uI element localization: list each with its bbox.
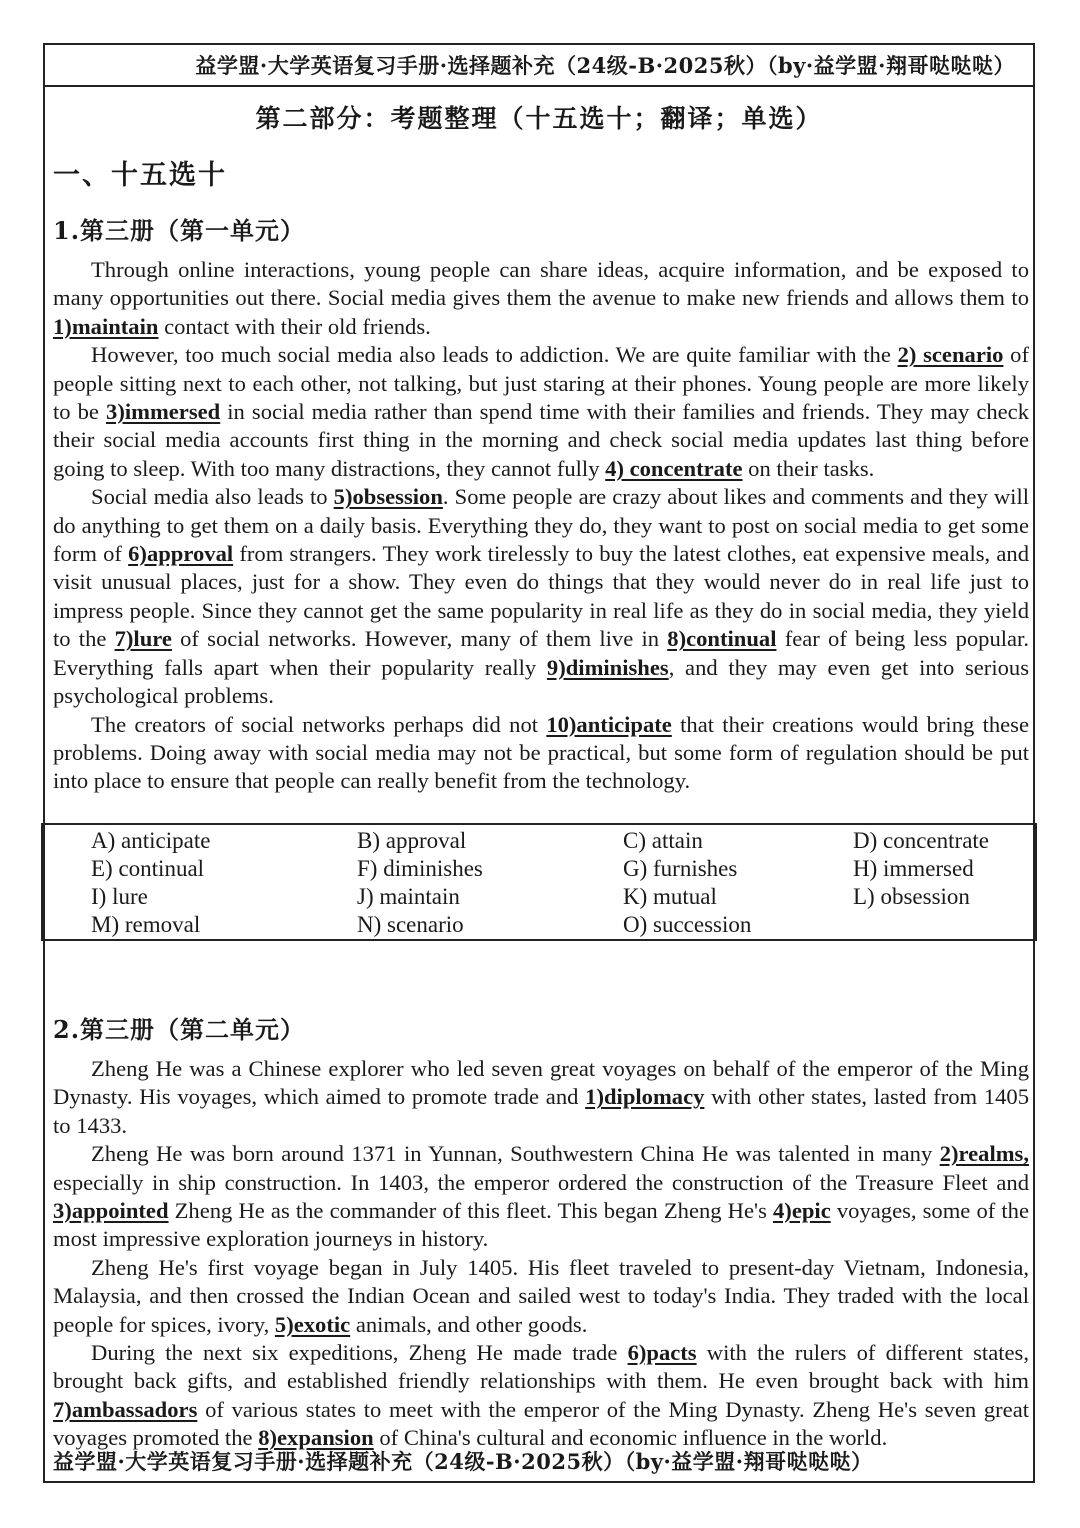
paragraph — [53, 256, 1029, 341]
answer-blank: 2)realms, — [939, 1141, 1029, 1167]
text-run: animals, and other goods. — [350, 1311, 588, 1337]
option-item: M) removal — [91, 912, 201, 937]
option-item: A) anticipate — [91, 828, 211, 853]
unit1-title: 1.第三册（第一单元） — [53, 216, 306, 245]
answer-blank: 5)exotic — [274, 1311, 351, 1337]
option-item: B) approval — [357, 828, 467, 853]
text-run: The creators of social networks perhaps did not — [91, 711, 547, 737]
text-run: on their tasks. — [742, 455, 875, 481]
answer-blank: 8)continual — [667, 626, 777, 652]
options-box — [41, 823, 1037, 941]
text-run: However, too much social media also leads to addiction. We are quite familiar with the — [91, 342, 898, 368]
text-run: of various states to meet with the emperor of the Ming Dynasty. Zheng He's seven great voyages promoted the — [53, 1396, 1029, 1451]
paragraph — [53, 1140, 1029, 1254]
option-item: H) immersed — [853, 856, 974, 881]
option-item: K) mutual — [623, 884, 717, 909]
text-run: that their creations would bring these problems. Doing away with social media may not be practical, but some form of regulation should be put into place to ensure that people can really benefit from the technology. — [53, 711, 1030, 794]
section-title: 一、十五选十 — [53, 160, 227, 191]
text-run: in social media rather than spend time with their families and friends. They may check their social media accounts first thing in the morning and check social media updates last thing before going to sleep. With too many distractions, they cannot fully — [53, 399, 1029, 481]
answer-blank: 9)diminishes — [546, 654, 669, 680]
option-item: I) lure — [91, 884, 148, 909]
part-title: 第二部分：考题整理（十五选十；翻译；单选） — [255, 104, 823, 133]
unit2-passage — [53, 1055, 1029, 1453]
page-frame — [43, 43, 1035, 1483]
text-run: During the next six expeditions, Zheng He made trade — [91, 1340, 628, 1366]
page-footer: 益学盟·大学英语复习手册·选择题补充（24级-B·2025秋）（by·益学盟·翔哥哒哒哒） — [53, 1449, 873, 1474]
text-run: of people sitting next to each other, not talking, but just staring at their phones. Young people are more likely to be — [53, 342, 1029, 425]
answer-blank: 8)expansion — [258, 1425, 374, 1451]
text-run: of China's cultural and economic influence in the world. — [373, 1425, 888, 1451]
option-item: O) succession — [623, 912, 752, 937]
unit1-passage — [53, 256, 1029, 796]
paragraph — [53, 483, 1029, 710]
option-item: J) maintain — [357, 884, 460, 909]
answer-blank: 6)pacts — [627, 1340, 697, 1366]
answer-blank: 2) scenario — [897, 342, 1004, 368]
paragraph — [53, 1339, 1029, 1453]
text-run: especially in ship construction. In 1403, the emperor ordered the construction of the Treasure Fleet and — [53, 1169, 1029, 1195]
answer-blank: 10)anticipate — [546, 711, 672, 737]
answer-blank: 1)maintain — [53, 313, 159, 339]
text-run: with other states, lasted from 1405 to 1433. — [53, 1084, 1029, 1138]
answer-blank: 3)appointed — [53, 1198, 169, 1224]
text-run: fear of being less popular. Everything falls apart when their popularity really — [53, 626, 1029, 680]
paragraph — [53, 711, 1029, 796]
text-run: . Some people are crazy about likes and comments and they will do anything to get them on a daily basis. Everything they do, they want to post on social media to get some form of — [53, 484, 1030, 567]
text-run: Zheng He as the commander of this fleet. This began Zheng He's — [168, 1198, 773, 1224]
answer-blank: 7)lure — [114, 626, 172, 652]
option-item: D) concentrate — [853, 828, 990, 853]
option-item: L) obsession — [853, 884, 970, 909]
text-run: Zheng He was a Chinese explorer who led seven great voyages on behalf of the emperor of the Ming Dynasty. His voyages, which aimed to promote trade and — [53, 1056, 1029, 1110]
answer-blank: 6)approval — [128, 541, 234, 567]
option-item: N) scenario — [357, 912, 464, 937]
answer-blank: 4) concentrate — [605, 455, 743, 481]
answer-blank: 5)obsession — [333, 484, 443, 510]
answer-blank: 7)ambassadors — [53, 1396, 198, 1422]
text-run: voyages, some of the most impressive exploration journeys in history. — [53, 1198, 1029, 1252]
option-item: G) furnishes — [623, 856, 738, 881]
page-header: 益学盟·大学英语复习手册·选择题补充（24级-B·2025秋）（by·益学盟·翔哥哒哒哒） — [195, 53, 1015, 78]
answer-blank: 4)epic — [773, 1198, 831, 1224]
text-run: of social networks. However, many of them live in — [171, 626, 668, 652]
paragraph — [53, 1055, 1029, 1140]
paragraph — [53, 1254, 1029, 1339]
option-item: C) attain — [623, 828, 703, 853]
text-run: , and they may even get into serious psychological problems. — [53, 654, 1029, 709]
text-run: Zheng He was born around 1371 in Yunnan, Southwestern China He was talented in many — [91, 1141, 940, 1167]
answer-blank: 1)diplomacy — [585, 1084, 705, 1110]
text-run: Social media also leads to — [91, 484, 334, 510]
header-rule — [45, 85, 1033, 87]
unit2-title: 2.第三册（第二单元） — [53, 1015, 306, 1044]
option-item: E) continual — [91, 856, 205, 881]
option-item: F) diminishes — [357, 856, 483, 881]
text-run: with the rulers of different states, brought back gifts, and established friendly relationships with them. He even brought back with him — [53, 1340, 1029, 1394]
answer-blank: 3)immersed — [106, 399, 221, 425]
text-run: Zheng He's first voyage began in July 1405. His fleet traveled to present-day Vietnam, Indonesia, Malaysia, and then crossed the Indian Ocean and sailed west to today's India. They traded with the local people for spices, ivory, — [53, 1254, 1029, 1337]
text-run: Through online interactions, young people can share ideas, acquire information, and be exposed to many opportunities out there. Social media gives them the avenue to make new friends and allows them to — [53, 257, 1029, 311]
paragraph — [53, 341, 1029, 483]
text-run: contact with their old friends. — [158, 313, 431, 339]
text-run: from strangers. They work tirelessly to buy the latest clothes, eat expensive meals, and visit unusual places, just for a show. They even do things that they would never do in real life just to impress people. Since they cannot get the same popularity in real life as they do in social media, they yield to the — [53, 541, 1029, 652]
